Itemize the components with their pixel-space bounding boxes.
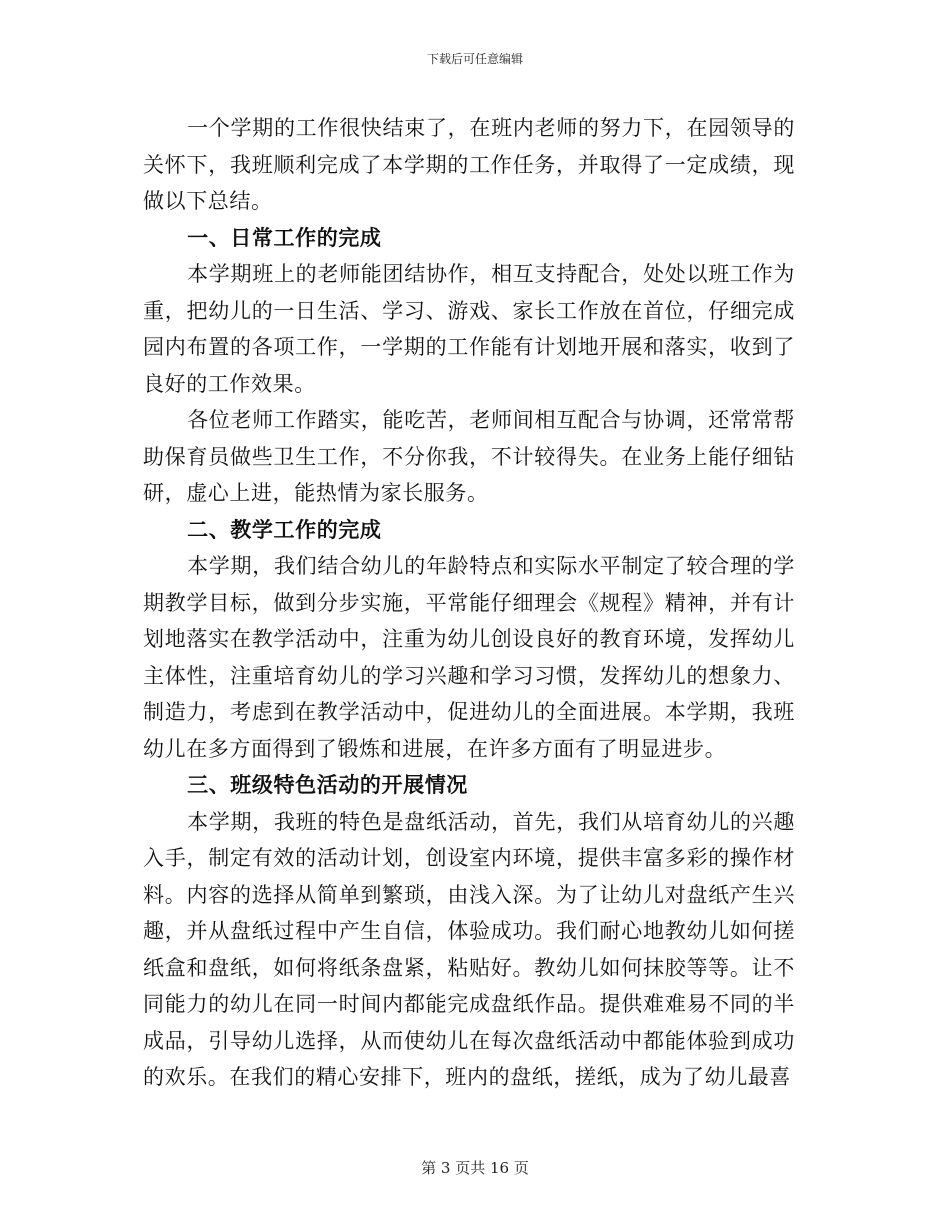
page-header-note: 下载后可任意编辑 [426,52,523,66]
section-heading-class-activities: 三、班级特色活动的开展情况 [187,772,468,797]
intro-paragraph: 一个学期的工作很快结束了，在班内老师的努力下，在园领导的关怀下，我班顺利完成了本学期的工作任务，并取得了一定成绩，现做以下总结。 [143,116,795,213]
body-paragraph: 本学期班上的老师能团结协作，相互支持配合，处处以班工作为重，把幼儿的一日生活、学习、游戏、家长工作放在首位，仔细完成园内布置的各项工作，一学期的工作能有计划地开展和落实，收到了良好的工作效果。 [143,262,795,396]
body-paragraph: 各位老师工作踏实，能吃苦，老师间相互配合与协调，还常常帮助保育员做些卫生工作，不分你我，不计较得失。在业务上能仔细钻研，虚心上进，能热情为家长服务。 [143,408,795,505]
body-paragraph: 本学期，我班的特色是盘纸活动，首先，我们从培育幼儿的兴趣入手，制定有效的活动计划，创设室内环境，提供丰富多彩的操作材料。内容的选择从简单到繁琐，由浅入深。为了让幼儿对盘纸产生兴趣，并从盘纸过程中产生自信，体验成功。我们耐心地教幼儿如何搓纸盒和盘纸，如何将纸条盘紧，粘贴好。教幼儿如何抹胶等等。让不同能力的幼儿在同一时间内都能完成盘纸作品。提供难难易不同的半成品，引导幼儿选择，从而使幼儿在每次盘纸活动中都能体验到成功的欢乐。在我们的精心安排下，班内的盘纸，搓纸，成为了幼儿最喜 [143,809,795,1089]
body-paragraph: 本学期，我们结合幼儿的年龄特点和实际水平制定了较合理的学期教学目标，做到分步实施，平常能仔细理会《规程》精神，并有计划地落实在教学活动中，注重为幼儿创设良好的教育环境，发挥幼儿主体性，注重培育幼儿的学习兴趣和学习习惯，发挥幼儿的想象力、制造力，考虑到在教学活动中，促进幼儿的全面进展。本学期，我班幼儿在多方面得到了锻炼和进展，在许多方面有了明显进步。 [143,554,795,761]
section-heading-teaching-work: 二、教学工作的完成 [187,516,382,542]
document-body [143,110,795,1096]
section-heading-daily-work: 一、日常工作的完成 [187,224,382,250]
page-number-footer: 第 3 页共 16 页 [421,1159,529,1177]
